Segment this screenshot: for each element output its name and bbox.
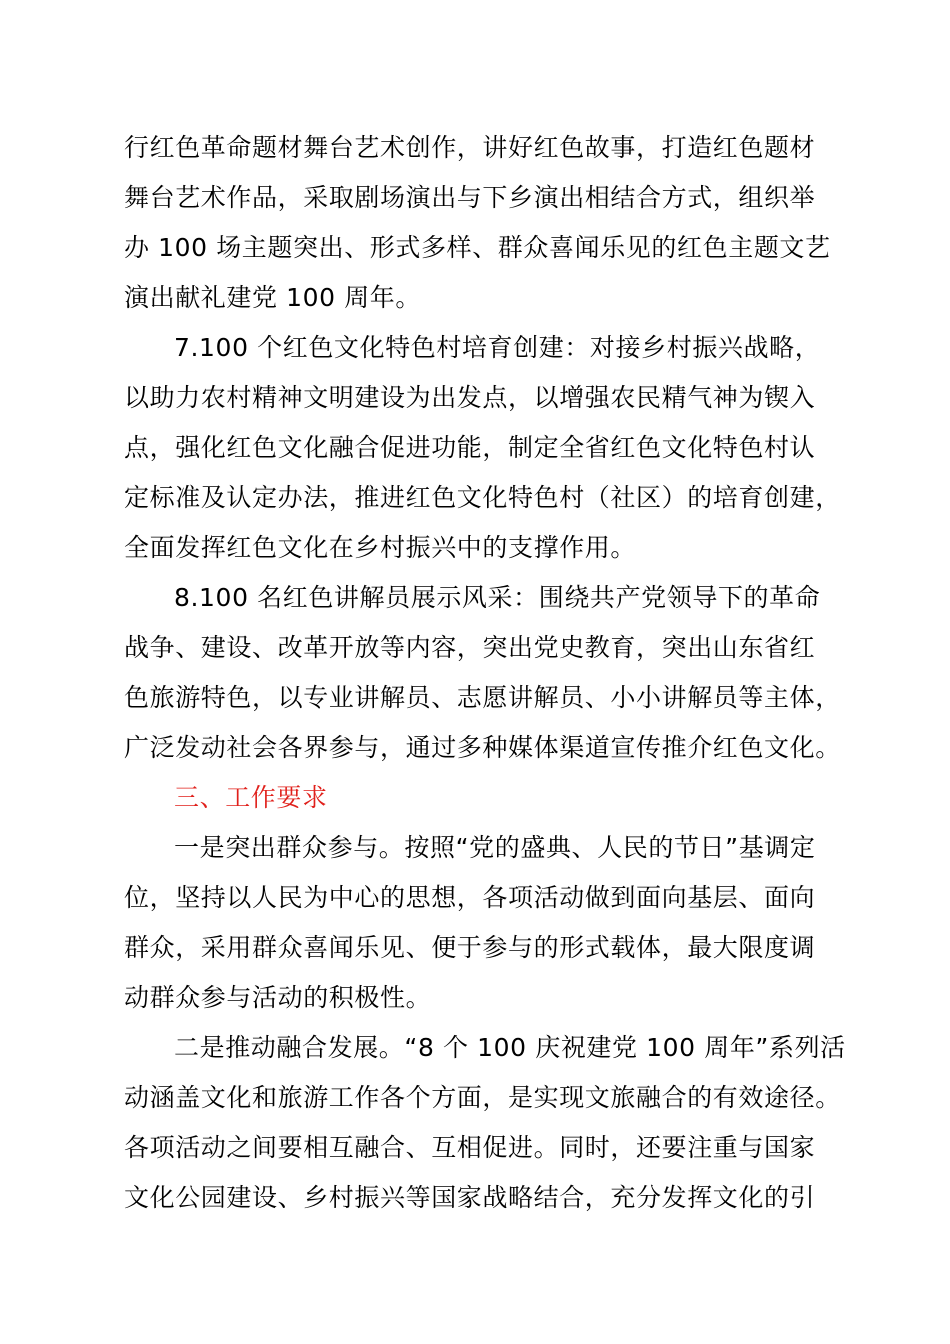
text-line: 广泛发动社会各界参与，通过多种媒体渠道宣传推介红色文化。 xyxy=(124,733,841,762)
section-heading: 三、工作要求 xyxy=(174,783,328,812)
text-line: 定标准及认定办法，推进红色文化特色村（社区）的培育创建， xyxy=(124,483,841,512)
text-line: 各项活动之间要相互融合、互相促进。同时，还要注重与国家 xyxy=(124,1133,816,1162)
text-line: 点，强化红色文化融合促进功能，制定全省红色文化特色村认 xyxy=(124,433,816,462)
text-line: 舞台艺术作品，采取剧场演出与下乡演出相结合方式，组织举 xyxy=(124,183,816,212)
text-line: 以助力农村精神文明建设为出发点，以增强农民精气神为锲入 xyxy=(124,383,816,412)
text-line: 战争、建设、改革开放等内容，突出党史教育，突出山东省红 xyxy=(124,633,816,662)
paragraph-start-line: 8.100 名红色讲解员展示风采：围绕共产党领导下的革命 xyxy=(174,583,821,612)
text-line: 演出献礼建党 100 周年。 xyxy=(124,283,422,312)
text-line: 动群众参与活动的积极性。 xyxy=(124,983,432,1012)
text-line: 行红色革命题材舞台艺术创作，讲好红色故事，打造红色题材 xyxy=(124,133,816,162)
text-line: 动涵盖文化和旅游工作各个方面，是实现文旅融合的有效途径。 xyxy=(124,1083,841,1112)
text-line: 办 100 场主题突出、形式多样、群众喜闻乐见的红色主题文艺 xyxy=(124,233,831,262)
text-line: 位，坚持以人民为中心的思想，各项活动做到面向基层、面向 xyxy=(124,883,816,912)
text-line: 色旅游特色，以专业讲解员、志愿讲解员、小小讲解员等主体， xyxy=(124,683,841,712)
paragraph-start-line: 二是推动融合发展。“8 个 100 庆祝建党 100 周年”系列活 xyxy=(174,1033,846,1062)
text-line: 全面发挥红色文化在乡村振兴中的支撑作用。 xyxy=(124,533,637,562)
text-line: 文化公园建设、乡村振兴等国家战略结合，充分发挥文化的引 xyxy=(124,1183,816,1212)
paragraph-start-line: 一是突出群众参与。按照“党的盛典、人民的节日”基调定 xyxy=(174,833,816,862)
paragraph-start-line: 7.100 个红色文化特色村培育创建：对接乡村振兴战略， xyxy=(174,333,821,362)
text-line: 群众，采用群众喜闻乐见、便于参与的形式载体，最大限度调 xyxy=(124,933,816,962)
